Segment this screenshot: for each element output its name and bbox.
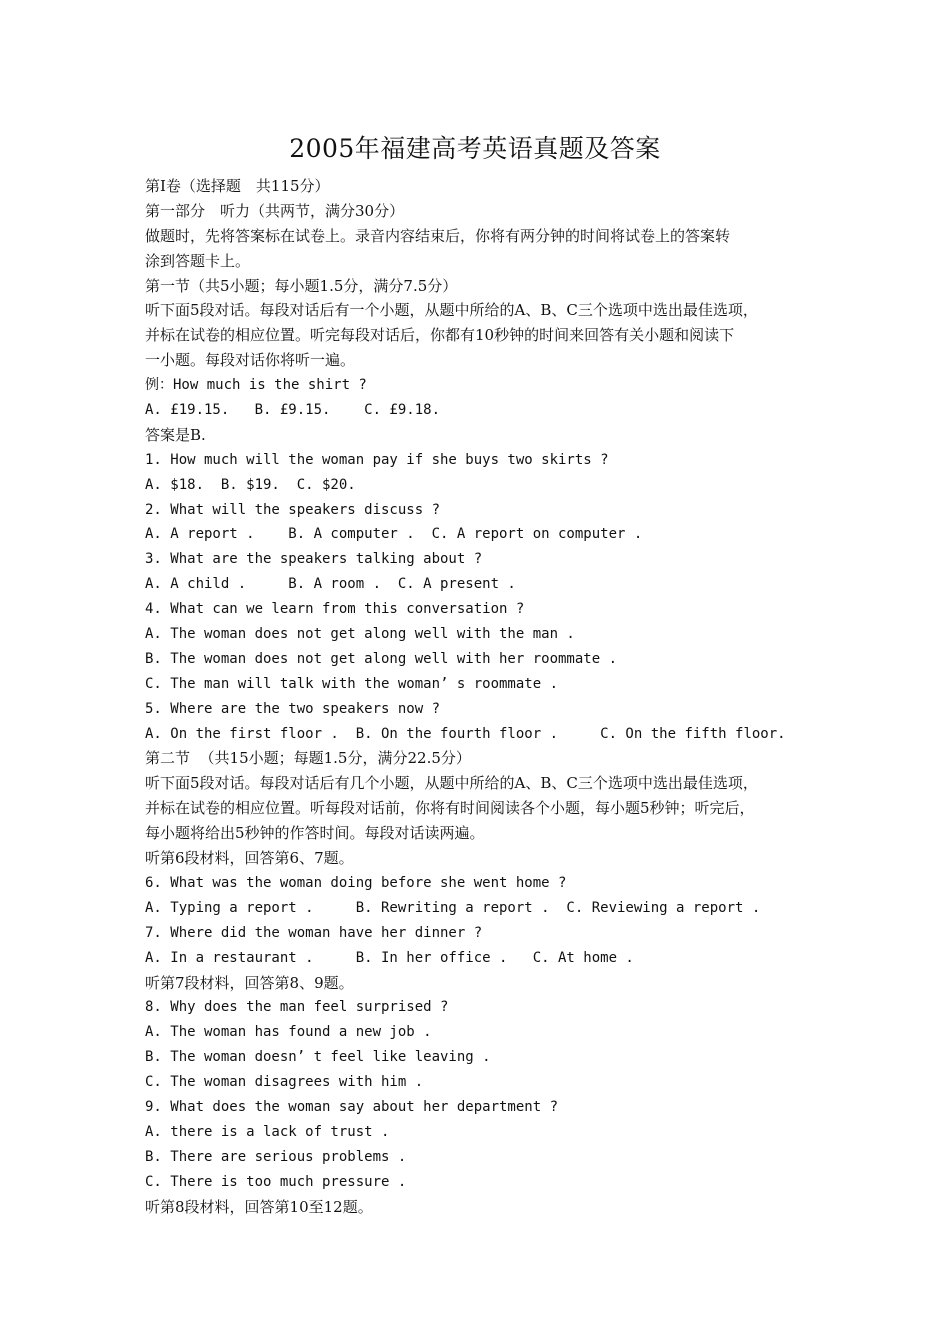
text-line: 听第7段材料，回答第8、9题。 (145, 973, 354, 992)
text-line: A. The woman does not get along well with the man . (145, 626, 575, 643)
text-line: 每小题将给出5秒钟的作答时间。每段对话读两遍。 (145, 824, 485, 843)
text-line: 4. What can we learn from this conversation ? (145, 601, 525, 618)
text-line: 7. Where did the woman have her dinner ? (145, 924, 483, 941)
text-line: A. Typing a report . B. Rewriting a report . C. Reviewing a report . (145, 899, 761, 916)
text-line: B. There are serious problems . (145, 1148, 407, 1165)
text-line: C. The man will talk with the woman’ s roommate . (145, 675, 559, 692)
text-line: C. The woman disagrees with him . (145, 1074, 424, 1091)
text-line: 1. How much will the woman pay if she buys two skirts ? (145, 451, 609, 468)
text-line: A. there is a lack of trust . (145, 1123, 390, 1140)
text-line: 9. What does the woman say about her department ? (145, 1098, 559, 1115)
text-line: 8. Why does the man feel surprised ? (145, 999, 449, 1016)
text-line: 第一节（共5小题；每小题1.5分，满分7.5分） (145, 276, 458, 295)
text-line: B. The woman does not get along well with her roommate . (145, 650, 618, 667)
text-line: 例：How much is the shirt ? (145, 377, 367, 394)
text-line: 3. What are the speakers talking about ? (145, 551, 483, 568)
text-line: A. In a restaurant . B. In her office . C. At home . (145, 949, 634, 966)
text-line: 5. Where are the two speakers now ? (145, 700, 441, 717)
text-line: B. The woman doesn’ t feel like leaving . (145, 1049, 491, 1066)
text-line: A. A report . B. A computer . C. A report on computer . (145, 526, 643, 543)
document-body (145, 174, 825, 1219)
text-line: 做题时，先将答案标在试卷上。录音内容结束后，你将有两分钟的时间将试卷上的答案转 (145, 226, 731, 245)
text-line: 第一部分 听力（共两节，满分30分） (145, 201, 405, 220)
text-line: A. $18. B. $19. C. $20. (145, 476, 356, 493)
text-line: 并标在试卷的相应位置。听每段对话前，你将有时间阅读各个小题，每小题5秒钟；听完后， (145, 799, 755, 818)
page-title: 2005年福建高考英语真题及答案 (289, 134, 661, 163)
text-line: 一小题。每段对话你将听一遍。 (145, 351, 356, 370)
text-line: 听下面5段对话。每段对话后有一个小题，从题中所给的A、B、C三个选项中选出最佳选项， (145, 301, 758, 320)
text-line: 2. What will the speakers discuss ? (145, 501, 441, 518)
text-line: A. £19.15. B. £9.15. C. £9.18. (145, 402, 441, 419)
text-line: A. A child . B. A room . C. A present . (145, 576, 516, 593)
text-line: A. The woman has found a new job . (145, 1024, 432, 1041)
text-line: 第Ⅰ卷（选择题 共115分） (145, 177, 330, 195)
text-line: 第二节 （共15小题；每题1.5分，满分22.5分） (145, 749, 471, 768)
text-line: 听下面5段对话。每段对话后有几个小题，从题中所给的A、B、C三个选项中选出最佳选项， (145, 774, 758, 793)
text-line: 6. What was the woman doing before she went home ? (145, 874, 567, 891)
text-line: A. On the first floor . B. On the fourth floor . C. On the fifth floor. (145, 725, 786, 742)
text-line: 听第8段材料，回答第10至12题。 (145, 1197, 373, 1216)
text-line: 并标在试卷的相应位置。听完每段对话后，你都有10秒钟的时间来回答有关小题和阅读下 (145, 326, 735, 345)
text-line: 涂到答题卡上。 (145, 251, 251, 270)
text-line: C. There is too much pressure . (145, 1173, 407, 1190)
text-line: 听第6段材料，回答第6、7题。 (145, 849, 354, 868)
text-line: 答案是B. (145, 425, 206, 444)
